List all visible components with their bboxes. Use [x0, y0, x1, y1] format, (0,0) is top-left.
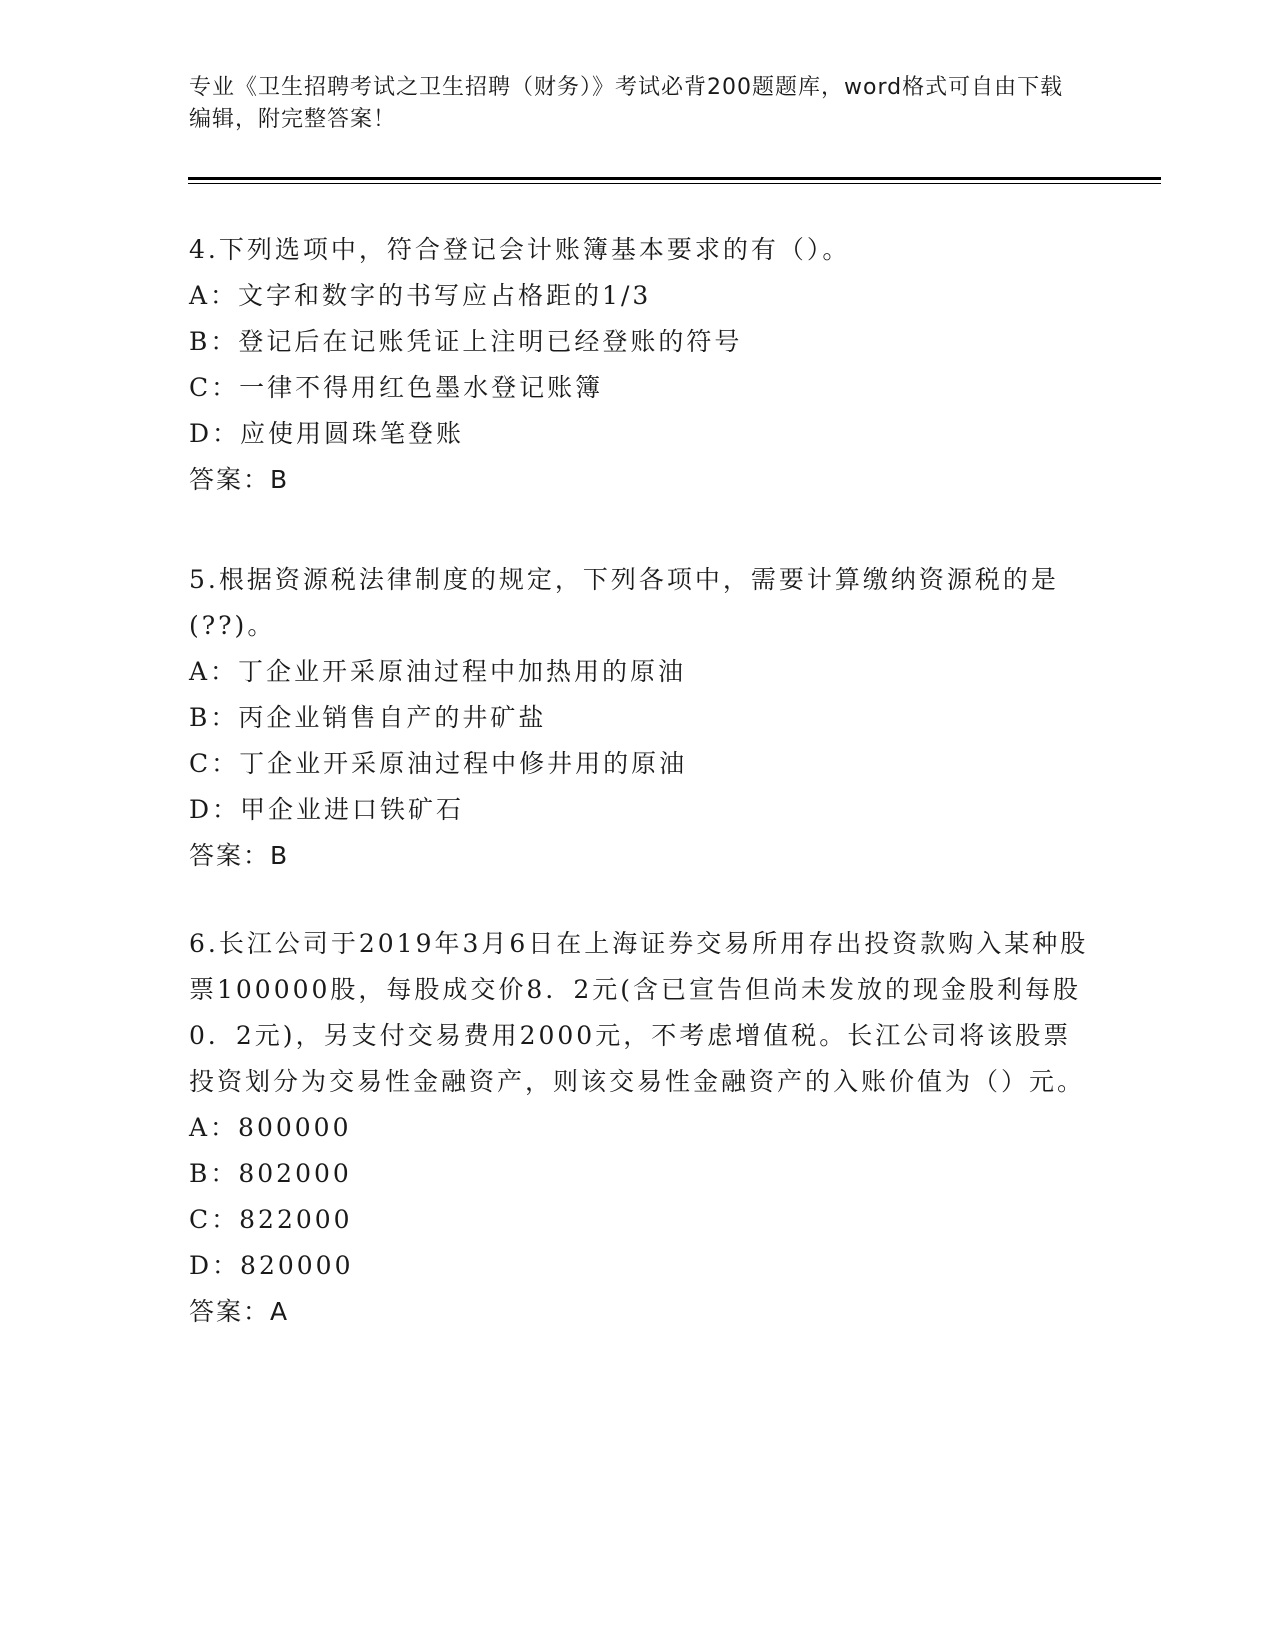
header-divider-thick: [188, 177, 1161, 180]
question-stem: 6.长江公司于2019年3月6日在上海证券交易所用存出投资款购入某种股票100000股，每股成交价8．2元(含已宣告但尚未发放的现金股利每股0．2元)，另支付交易费用2000元，不考虑增值税。长江公司将该股票投资划分为交易性金融资产，则该交易性金融资产的入账价值为（）元。: [189, 929, 1089, 1096]
option-b: B：丙企业销售自产的井矿盐: [189, 703, 547, 732]
question-stem: 5.根据资源税法律制度的规定，下列各项中，需要计算缴纳资源税的是(??)。: [189, 565, 1059, 640]
option-a: A：丁企业开采原油过程中加热用的原油: [189, 657, 687, 686]
option-b: B：802000: [189, 1159, 352, 1188]
option-d: D：820000: [189, 1251, 354, 1280]
answer: 答案：B: [189, 841, 290, 870]
question-stem: 4.下列选项中，符合登记会计账簿基本要求的有（）。: [189, 235, 851, 264]
answer: 答案：B: [189, 465, 290, 494]
question-6: [189, 921, 1089, 1335]
option-d: D：甲企业进口铁矿石: [189, 795, 465, 824]
question-5: [189, 557, 1089, 879]
question-4: [189, 227, 1089, 503]
document-header: [189, 72, 1069, 136]
option-c: C：822000: [189, 1205, 353, 1234]
option-d: D：应使用圆珠笔登账: [189, 419, 465, 448]
option-a: A：800000: [189, 1113, 352, 1142]
option-b: B：登记后在记账凭证上注明已经登账的符号: [189, 327, 743, 356]
option-c: C：丁企业开采原油过程中修井用的原油: [189, 749, 688, 778]
option-c: C：一律不得用红色墨水登记账簿: [189, 373, 604, 402]
header-text: 专业《卫生招聘考试之卫生招聘（财务）》考试必背200题题库，word格式可自由下载编辑，附完整答案！: [189, 75, 1064, 132]
option-a: A：文字和数字的书写应占格距的1/3: [189, 281, 652, 310]
header-divider-thin: [188, 183, 1161, 184]
answer: 答案：A: [189, 1297, 290, 1326]
